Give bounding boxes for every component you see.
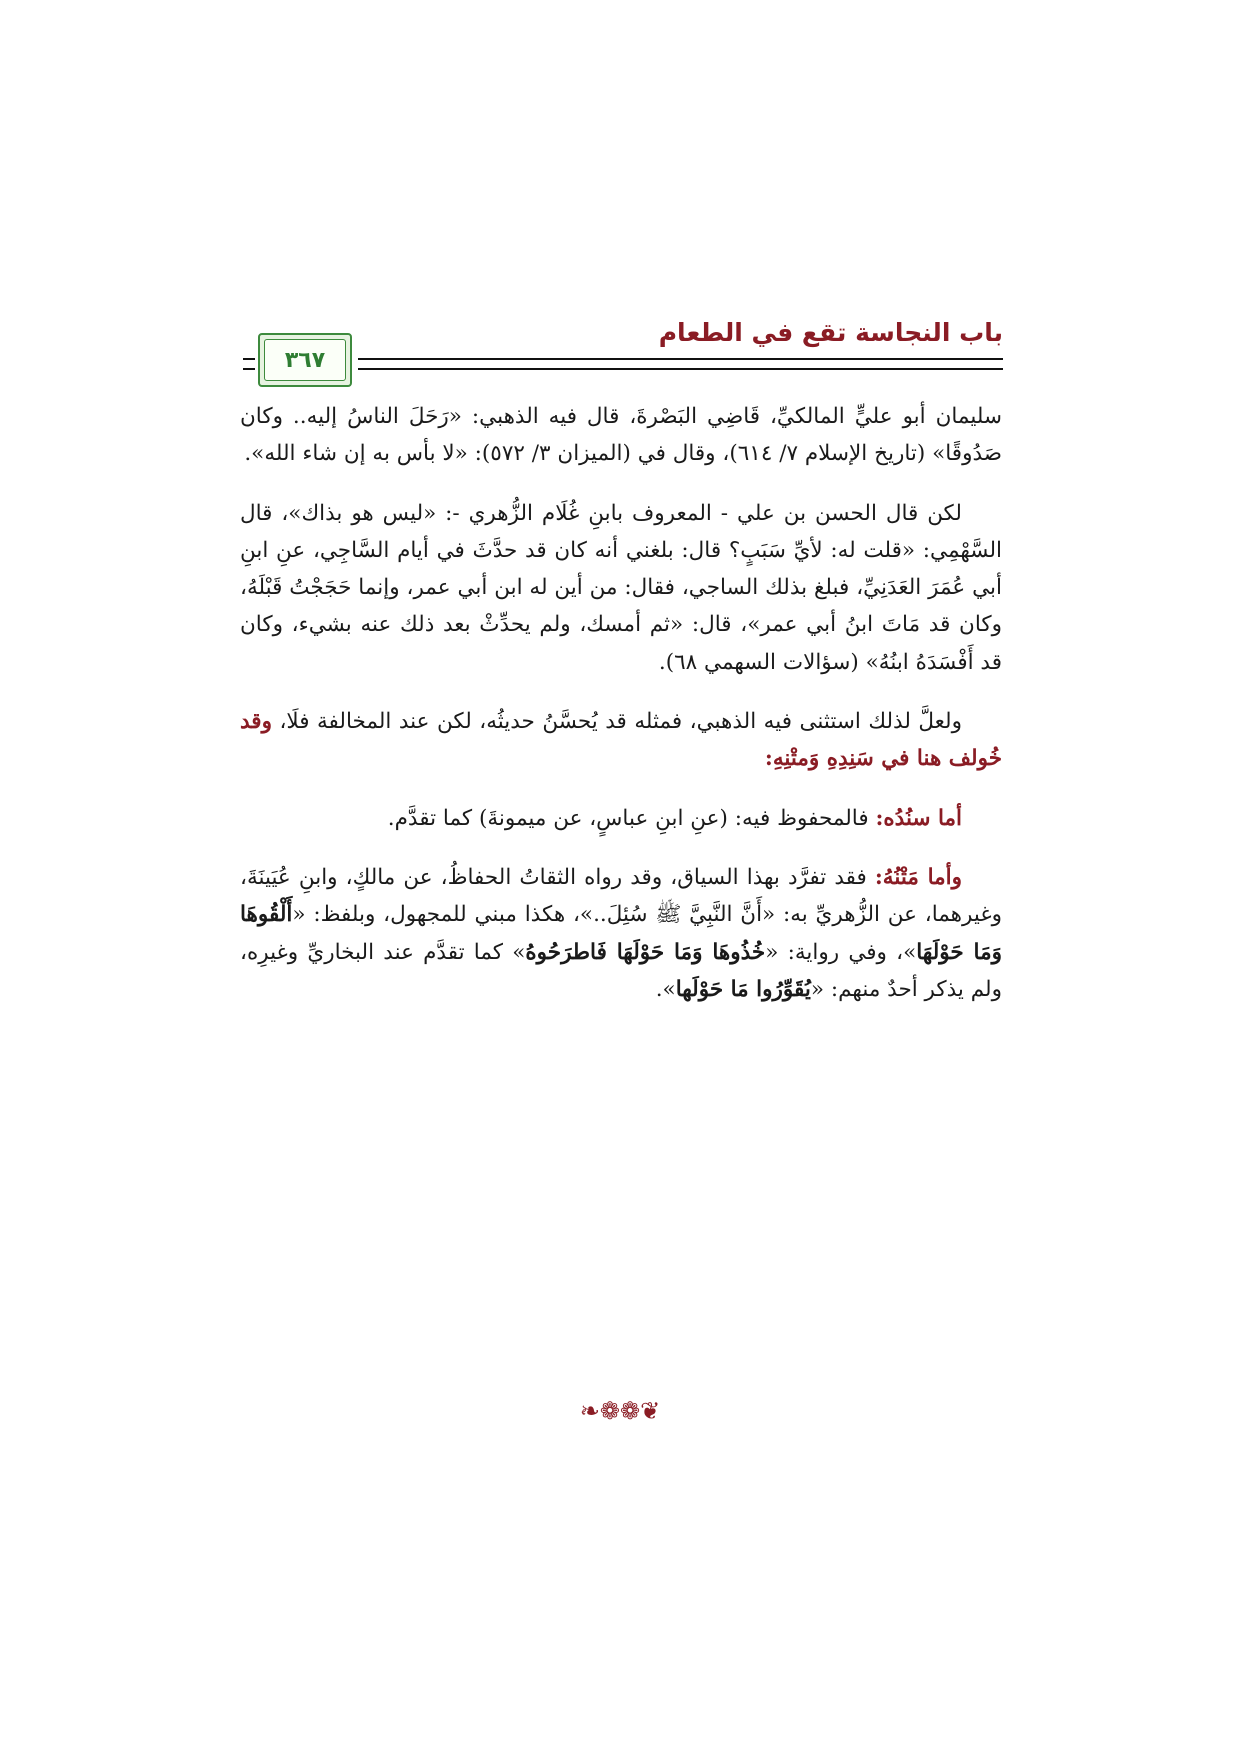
paragraph-4-text: فالمحفوظ فيه: (عنِ ابنِ عباسٍ، عن ميمونةَ) كما تقدَّم. [387,805,869,831]
matn-label: وأما مَتْنُهُ: [874,864,962,890]
header-rule-left [243,358,255,370]
paragraph-4 [240,800,1002,837]
paragraph-5-text-3: » كما تقدَّم عند البخاريِّ وغيرِه، ولم يذكر أحدٌ منهم: « [240,939,1002,1002]
paragraph-3 [240,703,1002,778]
sanad-label: أما سنُدُه: [875,805,962,831]
paragraph-3-text: ولعلَّ لذلك استثنى فيه الذهبي، فمثله قد يُحسَّنُ حديثُه، لكن عند المخالفة فلَا، [279,709,962,735]
paragraph-5-text-1: فقد تفرَّد بهذا السياق، وقد رواه الثقاتُ الحفاظُ، عن مالكٍ، وابنِ عُيَينَةَ، وغيرهما، عن الزُّهريِّ به: «أَنَّ النَّبِيَّ ﷺ سُئِلَ..»، هكذا مبني للمجهول، وبلفظ: « [240,864,1002,928]
quote-bold-3: يُقَوِّرُوا مَا حَوْلَها [675,976,811,1002]
paragraph-2: لكن قال الحسن بن علي - المعروف بابنِ غُلَام الزُّهري -: «ليس هو بذاك»، قال السَّهْمِي: «قلت له: لأيِّ سَبَبٍ؟ قال: بلغني أنه كان قد حدَّثَ في أيام السَّاجِي، عنِ ابنِ أبي عُمَرَ العَدَنِيِّ، فبلغ بذلك الساجي، فقال: من أين له ابن أبي عمر، وإنما حَجَجْتُ قَبْلَهُ، وكان قد مَاتَ ابنُ أبي عمر»، قال: «ثم أمسك، ولم يحدِّثْ بعد ذلك عنه بشيء، وكان قد أَفْسَدَهُ ابنُهُ» (سؤالات السهمي ٦٨). [240,500,1002,675]
page-body [240,398,1002,1030]
paragraph-3-highlight: وقد خُولف هنا في سَنِدِهِ وَمتْنِهِ: [240,709,1002,772]
chapter-title: باب النجاسة تقع في الطعام [658,318,1003,347]
quote-bold-2: خُذُوهَا وَمَا حَوْلَهَا فَاطرَحُوهُ [525,939,766,965]
section-end-ornament-icon: ❦❁❁❧ [579,1397,661,1425]
paragraph-5-text-4: ». [655,976,676,1002]
quote-bold-1: أَلْقُوهَا وَمَا حَوْلَهَا [240,902,1002,965]
page-number-badge [258,333,352,387]
page-header [243,318,1003,388]
paragraph-5-text-2: »، وفي رواية: « [765,939,917,965]
page-number: ٣٦٧ [264,339,346,381]
paragraph-5 [240,859,1002,1008]
header-rule-right [358,358,1003,370]
paragraph-1: سليمان أبو عليٍّ المالكيِّ، قَاضِي البَصْرةَ، قال فيه الذهبي: «رَحَلَ الناسُ إليه.. وكان صَدُوقًا» (تاريخ الإسلام ٧/ ٦١٤)، وقال في (الميزان ٣/ ٥٧٢): «لا بأس به إن شاء الله». [240,404,1002,467]
